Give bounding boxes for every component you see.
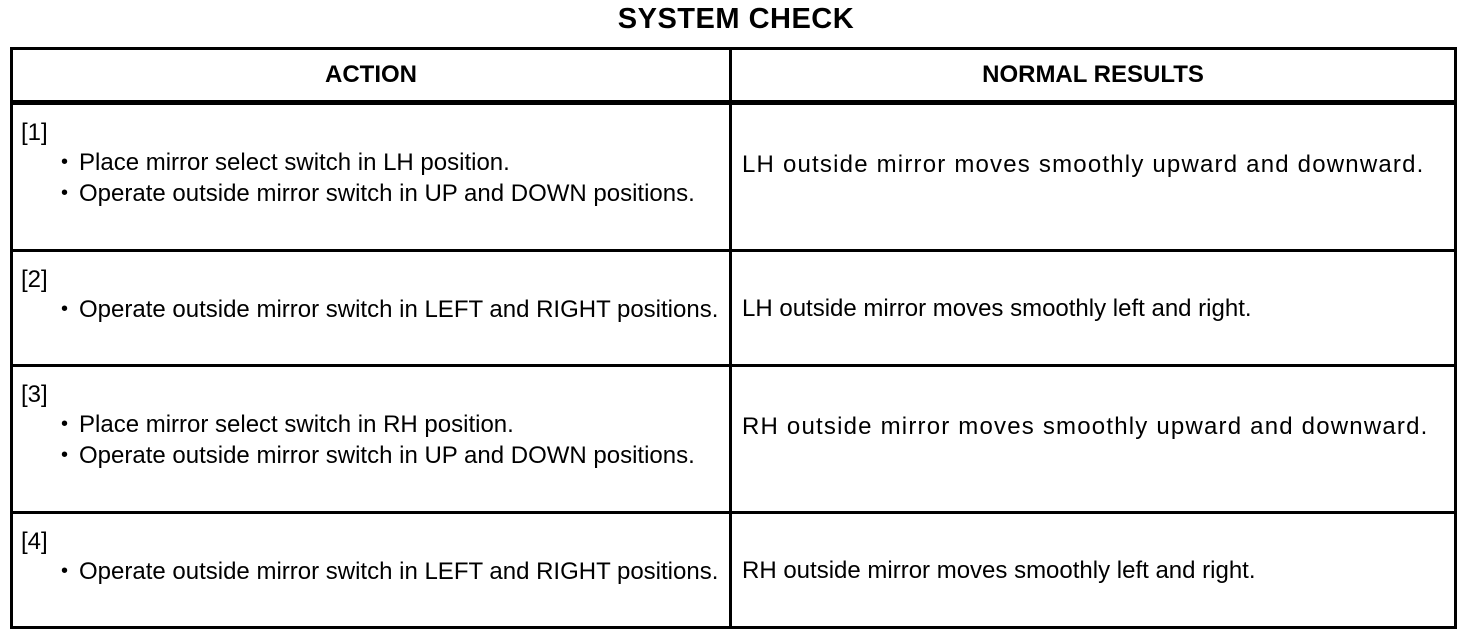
bullet-icon: •	[61, 298, 69, 320]
step-number: [2]	[21, 266, 48, 293]
bullet-icon: •	[61, 444, 69, 466]
bullet-icon: •	[61, 413, 69, 435]
bullet-icon: •	[61, 560, 69, 582]
normal-results-column-header: NORMAL RESULTS	[731, 49, 1456, 103]
bullet-icon: •	[61, 182, 69, 204]
action-cell	[12, 513, 731, 628]
table-row	[12, 366, 1456, 513]
result-text: LH outside mirror moves smoothly upward and downward.	[742, 151, 1425, 178]
action-bullet-item	[21, 294, 723, 325]
bullet-icon: •	[61, 151, 69, 173]
action-text: Place mirror select switch in RH position.	[79, 411, 514, 438]
action-text: Operate outside mirror switch in LEFT and RIGHT positions.	[79, 296, 719, 323]
action-text: Place mirror select switch in LH position.	[79, 149, 510, 176]
table-row	[12, 513, 1456, 628]
result-cell	[731, 251, 1456, 366]
action-text: Operate outside mirror switch in LEFT and RIGHT positions.	[79, 558, 719, 585]
system-check-table	[10, 47, 1457, 629]
table-row	[12, 251, 1456, 366]
step-number: [4]	[21, 528, 48, 555]
action-cell	[12, 103, 731, 251]
result-text: RH outside mirror moves smoothly upward and downward.	[742, 413, 1429, 440]
action-column-header: ACTION	[12, 49, 731, 103]
result-text: LH outside mirror moves smoothly left and right.	[742, 295, 1252, 322]
page-title: SYSTEM CHECK	[617, 3, 855, 35]
table-row	[12, 103, 1456, 251]
result-cell	[731, 103, 1456, 251]
action-text: Operate outside mirror switch in UP and DOWN positions.	[79, 180, 695, 207]
action-bullet-item	[21, 409, 723, 440]
action-cell	[12, 251, 731, 366]
step-number: [3]	[21, 381, 48, 408]
action-bullet-item	[21, 178, 723, 209]
result-cell	[731, 513, 1456, 628]
action-text: Operate outside mirror switch in UP and DOWN positions.	[79, 442, 695, 469]
action-bullet-item	[21, 440, 723, 471]
action-cell	[12, 366, 731, 513]
action-bullet-item	[21, 556, 723, 587]
table-header-row	[12, 49, 1456, 103]
result-text: RH outside mirror moves smoothly left and right.	[742, 557, 1256, 584]
step-number: [1]	[21, 119, 48, 146]
result-cell	[731, 366, 1456, 513]
action-bullet-item	[21, 147, 723, 178]
